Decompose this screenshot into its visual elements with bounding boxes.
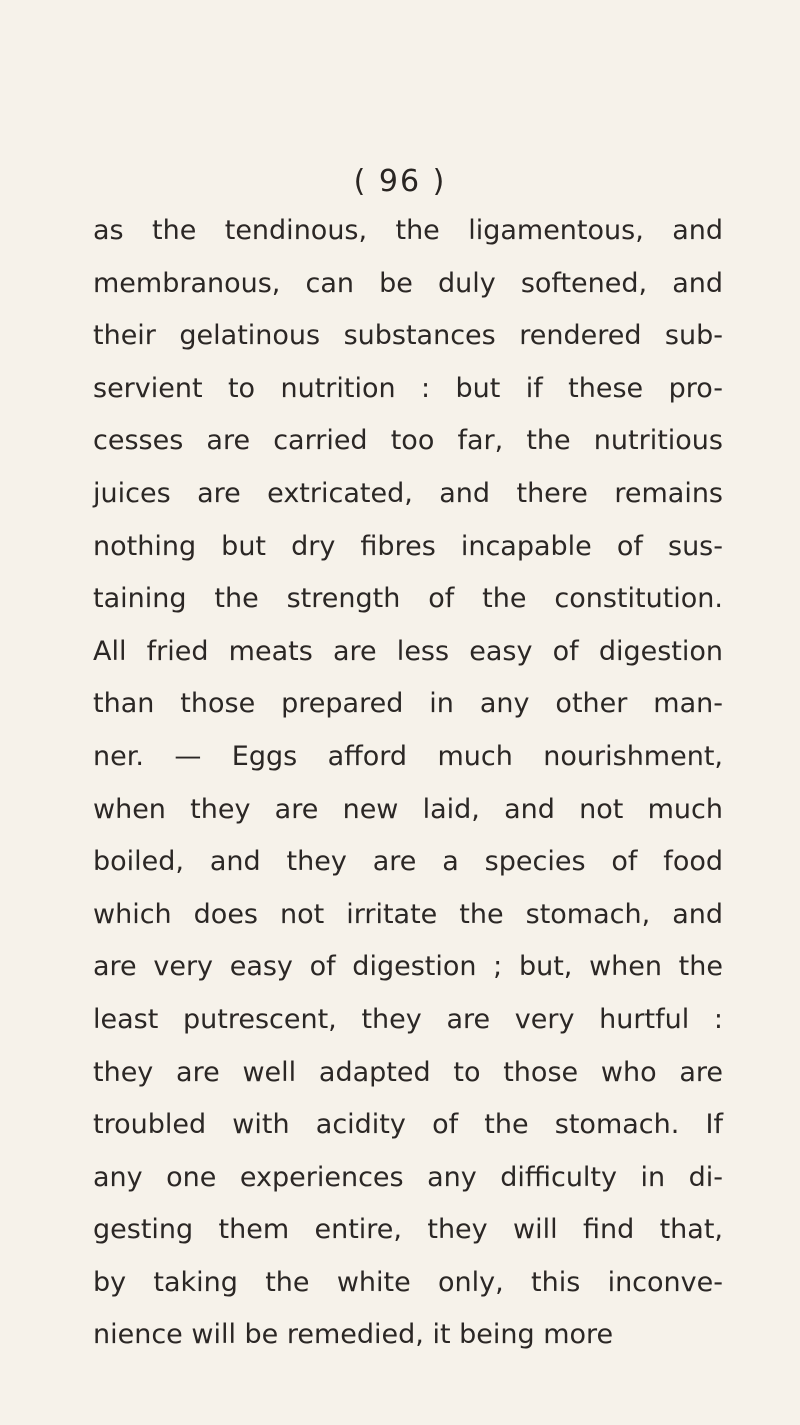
text-line: gesting them entire, they will find that, [93, 1214, 723, 1246]
text-line: ner. — Eggs afford much nourishment, [93, 740, 723, 772]
page-number: ( 96 ) [353, 164, 447, 199]
text-line: taining the strength of the constitution. [93, 583, 723, 615]
text-line: their gelatinous substances rendered sub- [93, 320, 723, 352]
text-line: troubled with acidity of the stomach. If [93, 1109, 723, 1141]
text-line: All fried meats are less easy of digestion [93, 635, 723, 667]
text-line: they are well adapted to those who are [93, 1056, 723, 1088]
text-line: by taking the white only, this inconve- [93, 1266, 723, 1298]
text-line: servient to nutrition : but if these pro- [93, 372, 723, 404]
text-line: juices are extricated, and there remains [93, 477, 723, 509]
text-line: any one experiences any difficulty in di- [93, 1161, 723, 1193]
text-line: when they are new laid, and not much [93, 793, 723, 825]
text-line: membranous, can be duly softened, and [93, 267, 723, 299]
body-text [93, 205, 723, 1362]
text-line: boiled, and they are a species of food [93, 846, 723, 878]
text-line: nience will be remedied, it being more [93, 1319, 614, 1351]
text-line: cesses are carried too far, the nutritious [93, 425, 723, 457]
text-line: are very easy of digestion ; but, when the [93, 951, 723, 983]
text-line: nothing but dry fibres incapable of sus- [93, 530, 723, 562]
text-line: which does not irritate the stomach, and [93, 898, 723, 930]
text-line: least putrescent, they are very hurtful : [93, 1003, 723, 1035]
text-line: as the tendinous, the ligamentous, and [93, 215, 723, 246]
text-line: than those prepared in any other man- [93, 688, 723, 720]
